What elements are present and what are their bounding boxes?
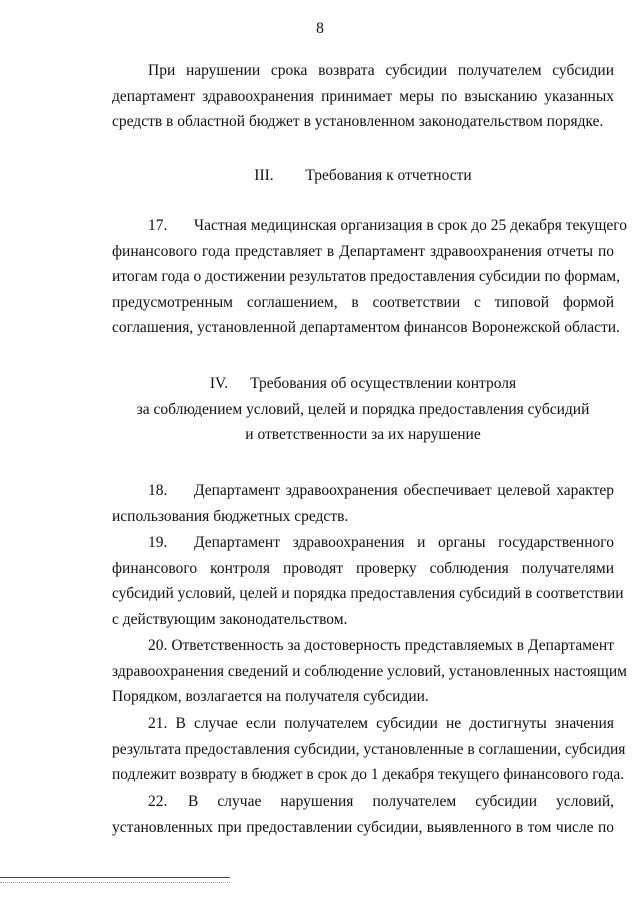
paragraph-17	[112, 213, 628, 341]
text-line: здравоохранения сведений и соблюдение условий, установленных настоящим	[112, 662, 627, 680]
paragraph-19	[112, 530, 624, 632]
text-line: 17. Частная медицинская организация в срок до 25 декабря текущего	[112, 213, 614, 239]
paragraph-number: 17.	[148, 217, 168, 234]
section-heading-iii	[112, 163, 614, 189]
text-line: финансового контроля проводят проверку соблюдения получателями	[112, 559, 614, 577]
paragraph-20	[112, 633, 627, 710]
section-title-line: и ответственности за их нарушение	[245, 426, 481, 443]
paragraph-number: 22.	[148, 793, 168, 810]
text-line: 20. Ответственность за достоверность представляемых в Департамент	[148, 637, 614, 654]
section-title-line: IV. Требования об осуществлении контроля	[209, 375, 517, 392]
text-line: Порядком, возлагается на получателя субсидии.	[112, 688, 429, 705]
paragraph-22	[112, 789, 614, 840]
section-heading-iv	[112, 371, 614, 448]
text-line: установленных при предоставлении субсидии, выявленного в том числе по	[112, 818, 614, 836]
paragraph-refund-enforcement	[112, 58, 614, 135]
section-number: III.	[254, 167, 274, 184]
text-line: подлежит возврату в бюджет в срок до 1 декабря текущего финансового года.	[112, 766, 625, 783]
text-line: предусмотренным соглашением, в соответствии с типовой формой	[112, 293, 614, 311]
section-title-line: за соблюдением условий, целей и порядка предоставления субсидий	[136, 400, 590, 418]
text-line: При нарушении срока возврата субсидии получателем субсидии	[148, 62, 614, 79]
text-line: результата предоставления субсидии, установленные в соглашении, субсидия	[112, 740, 626, 758]
text-line: субсидий условий, целей и порядка предоставления субсидий в соответствии	[112, 585, 624, 602]
text-line: с действующим законодательством.	[112, 610, 348, 628]
text-line: 19. Департамент здравоохранения и органы государственного	[112, 530, 614, 556]
section-title: Требования к отчетности	[305, 167, 472, 184]
paragraph-21	[112, 711, 626, 788]
text-line: финансового года представляет в Департамент здравоохранения отчеты по	[112, 242, 614, 260]
paragraph-18	[112, 478, 614, 529]
paragraph-number: 19.	[148, 534, 168, 551]
page-number: 8	[316, 20, 324, 37]
text-line: 21. В случае если получателем субсидии не достигнуты значения	[148, 715, 614, 732]
text-line: итогам года о достижении результатов предоставления субсидии по формам,	[112, 268, 620, 285]
footer-divider	[0, 877, 230, 878]
text-line: соглашения, установленной департаментом финансов Воронежской области.	[112, 319, 620, 336]
text-line: 22. В случае нарушения получателем субсидии условий,	[112, 789, 614, 815]
section-number: IV.	[209, 375, 229, 392]
text-line: департамент здравоохранения принимает меры по взысканию указанных	[112, 87, 614, 105]
text-line: 18. Департамент здравоохранения обеспечивает целевой характер	[112, 478, 614, 504]
paragraph-number: 18.	[148, 482, 168, 499]
text-line: средств в областной бюджет в установленном законодательством порядке.	[112, 113, 604, 130]
text-line: использования бюджетных средств.	[112, 507, 349, 525]
footer-dotted-rule	[0, 882, 230, 883]
